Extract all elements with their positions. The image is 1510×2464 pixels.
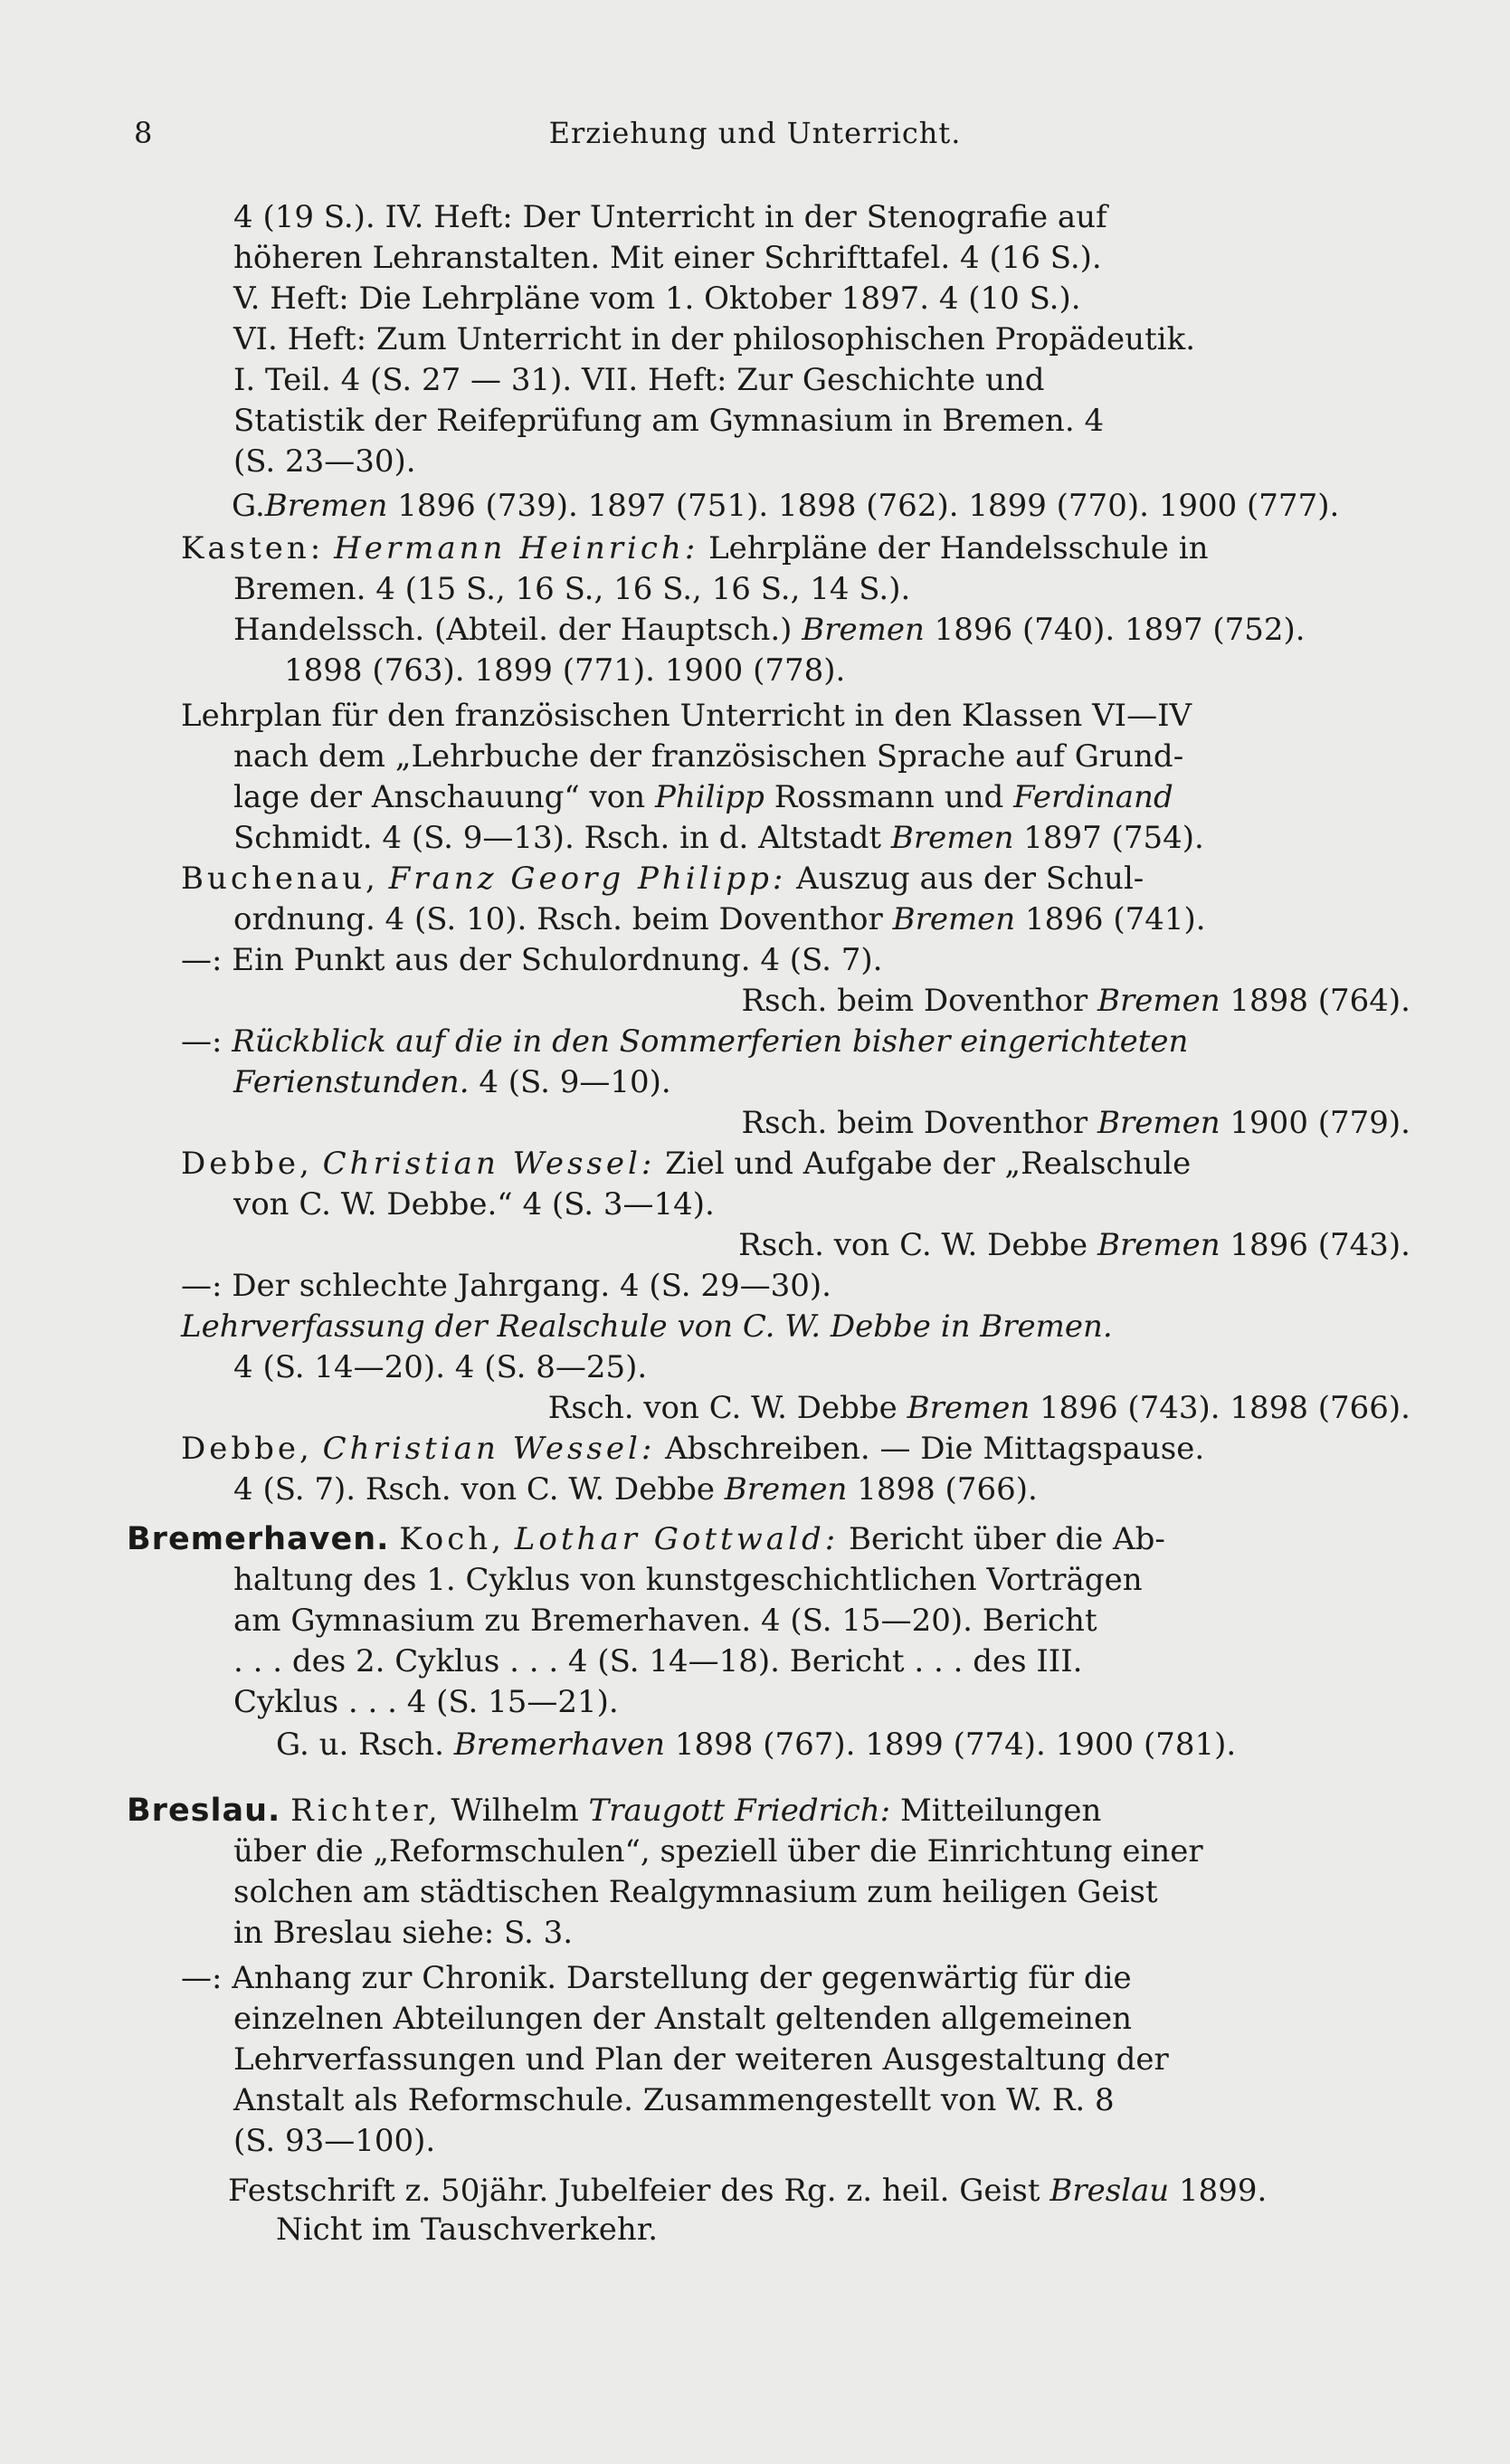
text-line: —: Rückblick auf die in den Sommerferien bisher eingerichteten bbox=[181, 1023, 1189, 1060]
holdings-line: Rsch. von C. W. Debbe Bremen 1896 (743). bbox=[738, 1227, 1410, 1263]
text-line: lage der Anschauung“ von Philipp Rossmann und Ferdinand bbox=[233, 779, 1173, 815]
holdings-line: Rsch. von C. W. Debbe Bremen 1896 (743). 1898 (766). bbox=[547, 1390, 1410, 1426]
running-title: Erziehung und Unterricht. bbox=[548, 116, 962, 150]
author-name: Buchenau, bbox=[181, 861, 379, 897]
author-name: Koch, bbox=[399, 1521, 505, 1557]
holdings-line: 4 (S. 7). Rsch. von C. W. Debbe Bremen 1898 (766). bbox=[233, 1471, 1038, 1508]
holdings-line: ordnung. 4 (S. 10). Rsch. beim Doventhor Bremen 1896 (741). bbox=[233, 901, 1206, 937]
city-heading: Bremerhaven. bbox=[127, 1521, 390, 1557]
holdings-line: G. u. Rsch. Bremerhaven 1898 (767). 1899 (774). 1900 (781). bbox=[276, 1727, 1237, 1763]
text-line: Anstalt als Reformschule. Zusammengestellt von W. R. 8 bbox=[233, 2082, 1115, 2118]
text-line: Ferienstunden. 4 (S. 9—10). bbox=[233, 1064, 671, 1100]
holdings-line: Rsch. beim Doventhor Bremen 1900 (779). bbox=[741, 1105, 1410, 1141]
entry-lehrplan: Lehrplan für den französischen Unterricht in den Klassen VI—IV bbox=[181, 698, 1192, 734]
text-line: Lehrverfassung der Realschule von C. W. Debbe in Bremen. bbox=[181, 1308, 1113, 1345]
entry-buchenau: Buchenau, Franz Georg Philipp: Auszug aus der Schul- bbox=[181, 861, 1144, 897]
author-name: Debbe, bbox=[181, 1431, 313, 1467]
text-line: VI. Heft: Zum Unterricht in der philosophischen Propädeutik. bbox=[233, 321, 1196, 357]
text-line: 4 (19 S.). IV. Heft: Der Unterricht in der Stenografie auf bbox=[233, 199, 1107, 235]
author-given-name: Hermann Heinrich: bbox=[334, 530, 699, 566]
city-heading: Breslau. bbox=[127, 1793, 281, 1829]
holdings-line: 1898 (763). 1899 (771). 1900 (778). bbox=[284, 652, 846, 689]
text-line: Statistik der Reifeprüfung am Gymnasium in Bremen. 4 bbox=[233, 403, 1105, 439]
page-number: 8 bbox=[134, 116, 153, 150]
entry-kasten: Kasten: Hermann Heinrich: Lehrpläne der Handelsschule in bbox=[181, 530, 1209, 566]
text-line: —: Der schlechte Jahrgang. 4 (S. 29—30). bbox=[181, 1268, 831, 1304]
text-line: Lehrverfassungen und Plan der weiteren Ausgestaltung der bbox=[233, 2041, 1169, 2078]
text-line: 4 (S. 14—20). 4 (S. 8—25). bbox=[233, 1349, 648, 1385]
holdings-line: Handelssch. (Abteil. der Hauptsch.) Bremen 1896 (740). 1897 (752). bbox=[233, 612, 1306, 648]
author-name: Kasten: bbox=[181, 530, 325, 566]
text-line: I. Teil. 4 (S. 27 — 31). VII. Heft: Zur Geschichte und bbox=[233, 362, 1045, 398]
text-line: höheren Lehranstalten. Mit einer Schrifttafel. 4 (16 S.). bbox=[233, 240, 1102, 276]
text-line: einzelnen Abteilungen der Anstalt geltenden allgemeinen bbox=[233, 2001, 1132, 2037]
entry-bremerhaven: Bremerhaven. Koch, Lothar Gottwald: Bericht über die Ab- bbox=[127, 1521, 1165, 1557]
text-line: Bremen. 4 (15 S., 16 S., 16 S., 16 S., 14 S.). bbox=[233, 571, 911, 607]
text-line: —: Anhang zur Chronik. Darstellung der gegenwärtig für die bbox=[181, 1960, 1132, 1996]
holdings-line: Schmidt. 4 (S. 9—13). Rsch. in d. Altstadt Bremen 1897 (754). bbox=[233, 820, 1204, 856]
text-line: (S. 93—100). bbox=[233, 2123, 436, 2159]
text-line: Nicht im Tauschverkehr. bbox=[276, 2212, 659, 2248]
holdings-line: G.Bremen 1896 (739). 1897 (751). 1898 (762). 1899 (770). 1900 (777). bbox=[232, 488, 1340, 524]
text-line: in Breslau siehe: S. 3. bbox=[233, 1915, 574, 1951]
text-line: haltung des 1. Cyklus von kunstgeschichtlichen Vorträgen bbox=[233, 1562, 1143, 1598]
text-line: über die „Reformschulen“, speziell über die Einrichtung einer bbox=[233, 1833, 1203, 1869]
author-name: Debbe, bbox=[181, 1146, 313, 1182]
text-line: am Gymnasium zu Bremerhaven. 4 (S. 15—20). Bericht bbox=[233, 1603, 1097, 1639]
holdings-line: Rsch. beim Doventhor Bremen 1898 (764). bbox=[741, 983, 1410, 1019]
text-line: . . . des 2. Cyklus . . . 4 (S. 14—18). Bericht . . . des III. bbox=[233, 1643, 1083, 1679]
text-line: (S. 23—30). bbox=[233, 443, 416, 480]
entry-breslau: Breslau. Richter, Wilhelm Traugott Friedrich: Mitteilungen bbox=[127, 1793, 1102, 1829]
text-line: nach dem „Lehrbuche der französischen Sprache auf Grund- bbox=[233, 738, 1184, 775]
text-line: Cyklus . . . 4 (S. 15—21). bbox=[233, 1684, 619, 1720]
holdings-line: Festschrift z. 50jähr. Jubelfeier des Rg. z. heil. Geist Breslau 1899. bbox=[228, 2173, 1268, 2209]
text-line: solchen am städtischen Realgymnasium zum heiligen Geist bbox=[233, 1874, 1158, 1910]
text-line: —: Ein Punkt aus der Schulordnung. 4 (S. 7). bbox=[181, 942, 883, 978]
entry-debbe: Debbe, Christian Wessel: Ziel und Aufgabe der „Realschule bbox=[181, 1146, 1192, 1182]
text-line: von C. W. Debbe.“ 4 (S. 3—14). bbox=[233, 1186, 715, 1222]
author-name: Richter, bbox=[290, 1793, 442, 1829]
text-line: V. Heft: Die Lehrpläne vom 1. Oktober 1897. 4 (10 S.). bbox=[233, 281, 1081, 317]
entry-debbe-2: Debbe, Christian Wessel: Abschreiben. — Die Mittagspause. bbox=[181, 1431, 1205, 1467]
